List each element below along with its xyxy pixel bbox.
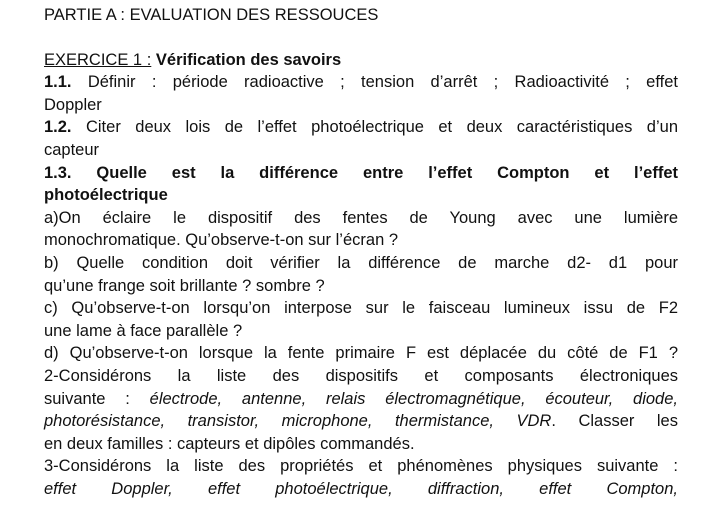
spacer xyxy=(44,27,678,49)
question-c-line-1: c) Qu’observe-t-on lorsqu’on interpose sur le faisceau lumineux issu de F2 xyxy=(44,299,678,318)
question-1-2-number: 1.2. xyxy=(44,118,72,137)
question-1-2-text: Citer deux lois de l’effet photoélectrique et deux caractéristiques d’un xyxy=(71,118,678,137)
question-2-line-2-plain: suivante : xyxy=(44,389,150,408)
question-2-line-3-plain: . Classer les xyxy=(551,412,678,431)
question-1-1-number: 1.1. xyxy=(44,73,72,92)
question-2-line-2 xyxy=(44,388,678,411)
question-a-line-1: a)On éclaire le dispositif des fentes de Young avec une lumière xyxy=(44,208,678,227)
question-3-line-2: effet Doppler, effet photoélectrique, diffraction, effet Compton, xyxy=(44,479,678,498)
exercise-title: Vérification des savoirs xyxy=(151,50,342,69)
question-2-line-2-italic: électrode, antenne, relais électromagnétique, écouteur, diode, xyxy=(149,389,678,408)
question-2-line-3 xyxy=(44,410,678,433)
question-1-2-line-1 xyxy=(44,116,678,139)
question-c-line-2: une lame à face parallèle ? xyxy=(44,321,243,340)
question-1-3-line-2: photoélectrique xyxy=(44,186,168,205)
question-2-line-4: en deux familles : capteurs et dipôles commandés. xyxy=(44,434,415,453)
question-b-line-1: b) Quelle condition doit vérifier la différence de marche d2- d1 pour xyxy=(44,253,678,272)
question-b-line-2: qu’une frange soit brillante ? sombre ? xyxy=(44,276,325,295)
exercise-label: EXERCICE 1 : xyxy=(44,50,152,69)
question-2-line-1: 2-Considérons la liste des dispositifs et composants électroniques xyxy=(44,366,678,385)
exercise-heading xyxy=(44,49,678,72)
question-1-1-line-1 xyxy=(44,71,678,94)
question-1-2-line-2: capteur xyxy=(44,140,100,159)
section-title: PARTIE A : EVALUATION DES RESSOUCES xyxy=(44,6,379,24)
question-1-1-line-2: Doppler xyxy=(44,95,102,114)
question-1-3-line-1: 1.3. Quelle est la différence entre l’effet Compton et l’effet xyxy=(44,163,678,182)
question-1-1-text: Définir : période radioactive ; tension d’arrêt ; Radioactivité ; effet xyxy=(71,73,678,92)
question-d-line-1: d) Qu’observe-t-on lorsque la fente primaire F est déplacée du côté de F1 ? xyxy=(44,344,678,363)
question-2-line-3-italic: photorésistance, transistor, microphone, thermistance, VDR xyxy=(44,412,552,431)
question-3-line-1: 3-Considérons la liste des propriétés et phénomènes physiques suivante : xyxy=(44,457,678,476)
question-a-line-2: monochromatique. Qu’observe-t-on sur l’écran ? xyxy=(44,231,399,250)
